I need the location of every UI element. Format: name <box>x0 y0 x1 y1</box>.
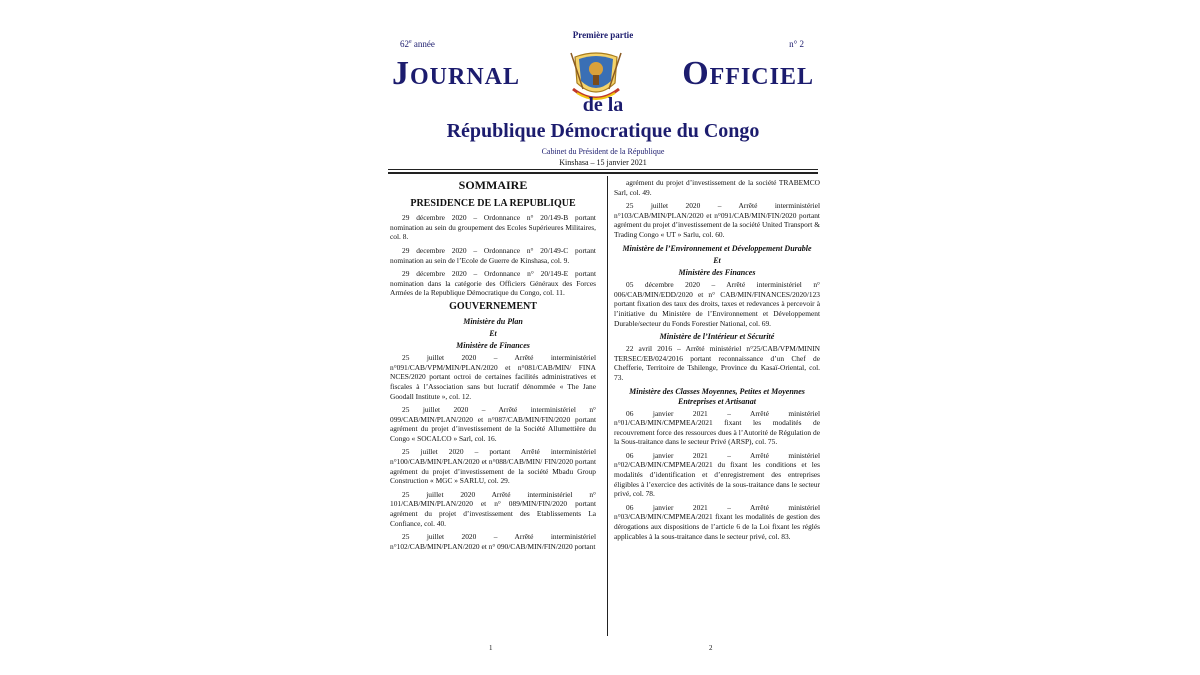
list-item: agrément du projet d’investissement de la société TRABEMCO Sarl, col. 49. <box>614 178 820 197</box>
left-column <box>390 179 596 555</box>
list-item: 25 juillet 2020 – Arrêté interministériel n°091/CAB/VPM/MIN/PLAN/2020 et n°081/CAB/MIN/ FINA NCES/2020 portant octroi de certaines facilités administratives et fiscales à l’Association sans but lucratif dénommée « The Jane Goodall Institute », col. 12. <box>390 353 596 401</box>
list-item: 25 juillet 2020 – portant Arrêté interministériel n°100/CAB/MIN/PLAN/2020 et n°088/CAB/MIN/ FIN/2020 portant agrément du projet d’investissement de la société Mbadu Group Construction « MGC » SARLU, col. 29. <box>390 447 596 486</box>
list-item: 25 juillet 2020 – Arrêté interministériel n° 099/CAB/MIN/PLAN/2020 et n°087/CAB/MIN/FIN/2020 portant agrément du projet d’investissement de la Société Allumettière du Congo « SOCALCO » Sarl, col. 16. <box>390 405 596 443</box>
et-label: Et <box>489 328 497 338</box>
list-item: 29 décembre 2020 – Ordonnance n° 20/149-E portant nomination dans la catégorie des Officiers Généraux des Forces Armées de la Republique Démocratique du Congo, col. 11. <box>390 269 596 298</box>
list-item: 06 janvier 2021 – Arrêté ministériel n°02/CAB/MIN/CMPMEA/2021 du fixant les conditions et les modalités d’identification et d’enregistrement des entreprises éligibles à l’exercice des activités de la sous-traitance dans le secteur privé, col. 78. <box>614 450 820 499</box>
list-item: 22 avril 2016 – Arrêté ministériel n°25/CAB/VPM/MININ TERSEC/EB/024/2016 portant reconnaissance d’un Chef de Chefferie, Territoire de Tshilenge, Province du Kasaï-Oriental, col. 73. <box>614 344 820 382</box>
ministry-heading: Ministère de l’Environnement et Développement Durable <box>622 243 812 253</box>
et-label: Et <box>713 255 721 265</box>
list-item: 29 decembre 2020 – Ordonnance n° 20/149-C portant nomination au sein de l’Ecole de Guerre de Kinshasa, col. 9. <box>390 245 596 265</box>
year-label: 62e année <box>400 39 435 49</box>
title-journal: Journal <box>392 55 521 92</box>
list-item: 05 décembre 2020 – Arrêté interministériel n° 006/CAB/MIN/EDD/2020 et n° CAB/MIN/FINANCES/2020/123 portant fixation des taux des droits, taxes et redevances à percevoir à l’initiative du Ministère de l’Environnement et Développement Durable/secteur du Fonds Forestier National, col. 69. <box>614 280 820 328</box>
list-item: 25 juillet 2020 – Arrêté interministériel n°103/CAB/MIN/PLAN/2020 et n°091/CAB/MIN/FIN/2020 portant agrément du projet d’investissement de la société United Transport & Trading Congo « UT » Sarlu, col. 60. <box>614 201 820 239</box>
ministry-heading: Ministère de Finances <box>456 341 530 351</box>
journal-page <box>388 24 818 664</box>
header-rule <box>388 169 818 170</box>
list-item: 06 janvier 2021 – Arrêté ministériel n°03/CAB/MIN/CMPMEA/2021 fixant les modalités de gestion des dérogations aux dispositions de l’article 6 de la Loi fixant les réglés applicables à la sous-traitance dans le secteur privé, col. 83. <box>614 502 820 541</box>
list-item: 25 juillet 2020 – Arrêté interministériel n°102/CAB/MIN/PLAN/2020 et n° 090/CAB/MIN/FIN/2020 portant <box>390 532 596 551</box>
title-officiel: Officiel <box>682 55 814 92</box>
page-number-right: 2 <box>709 644 713 652</box>
dateline: Kinshasa – 15 janvier 2021 <box>559 158 647 167</box>
header-rule-thick <box>388 172 818 174</box>
column-divider <box>607 176 608 636</box>
list-item: 06 janvier 2021 – Arrêté ministériel n°01/CAB/MIN/CMPMEA/2021 fixant les modalités de recouvrement force des ressources dues à l’Autorité de Régulation de la Sous-traitance dans le secteur Privé (ARSP), col. 75. <box>614 408 820 447</box>
list-item: 25 juillet 2020 Arrêté interministériel n° 101/CAB/MIN/PLAN/2020 et n° 089/MIN/FIN/2020 portant agrément du projet d’investissement des Etablissements La Confiance, col. 40. <box>390 489 596 528</box>
gouvernement-heading: GOUVERNEMENT <box>449 300 537 312</box>
right-column <box>614 178 820 545</box>
ministry-heading: Ministère des Classes Moyennes, Petites et Moyennes Entreprises et Artisanat <box>629 386 805 406</box>
page-number-left: 1 <box>489 644 493 652</box>
cabinet-line: Cabinet du Président de la République <box>541 147 665 156</box>
part-label: Première partie <box>572 30 634 40</box>
ministry-heading: Ministère du Plan <box>463 316 523 326</box>
ministry-heading: Ministère des Finances <box>678 268 756 278</box>
sommaire-heading: SOMMAIRE <box>458 178 528 192</box>
list-item: 29 décembre 2020 – Ordonnance n° 20/149-B portant nomination au sein du groupement des Ecoles Supérieures Militaires, col. 8. <box>390 213 596 242</box>
title-de-la: de la <box>582 94 624 116</box>
ministry-heading: Ministère de l’Intérieur et Sécurité <box>659 332 775 342</box>
issue-number: n° 2 <box>789 39 804 49</box>
title-country: République Démocratique du Congo <box>446 120 760 142</box>
presidence-heading: PRESIDENCE DE LA REPUBLIQUE <box>410 197 576 209</box>
